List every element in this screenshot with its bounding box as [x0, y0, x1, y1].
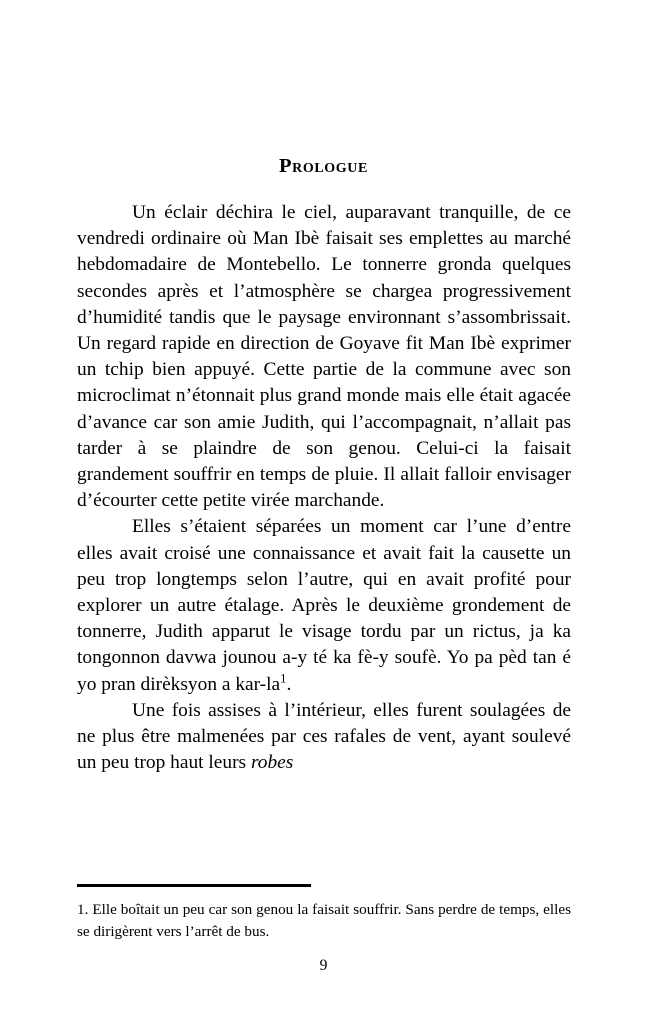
paragraph-3	[77, 698, 571, 777]
paragraph-2-tail: .	[286, 673, 292, 695]
chapter-title: Prologue	[279, 154, 368, 177]
paragraph-3-italic-word: robes	[250, 752, 294, 774]
paragraph-2-text: Elles s’étaient séparées un moment car l’une d’entre elles avait croisé une connaissance et avait fait la causette un peu trop longtemps selon l’autre, qui en avait profité pour explorer un autre étalage. Après le deuxième grondement de tonnerre, Judith apparut le visage tordu par un rictus, ja ka tongonnon davwa jounou a-y té ka fè-y soufè. Yo pa pèd tan é yo pran dirèksyon a kar-la	[77, 516, 571, 695]
footnote-area	[77, 884, 571, 943]
footnote-reference-1[interactable]: 1	[280, 671, 287, 686]
paragraph-1: Un éclair déchira le ciel, auparavant tranquille, de ce vendredi ordinaire où Man Ibè faisait ses emplettes au marché hebdomadaire de Montebello. Le tonnerre gronda quelques secondes après et l’atmosphère se chargea progressivement d’humidité tandis que le paysage environnant s’assombrissait. Un regard rapide en direction de Goyave fit Man Ibè exprimer un tchip bien appuyé. Cette partie de la commune avec son microclimat n’étonnait plus grand monde mais elle était agacée d’avance car son amie Judith, qui l’accompagnait, n’allait pas tarder à se plaindre de son genou. Celui-ci la faisait grandement souffrir en temps de pluie. Il allait falloir envisager d’écourter cette petite virée marchande.	[77, 202, 571, 512]
footnote-1: 1. Elle boîtait un peu car son genou la faisait souffrir. Sans perdre de temps, elles se dirigèrent vers l’arrêt de bus.	[77, 901, 571, 940]
footnote-separator-rule	[77, 884, 311, 887]
paragraph-2	[77, 514, 571, 697]
page-number: 9	[319, 957, 328, 974]
paragraph-3-text: Une fois assises à l’intérieur, elles furent soulagées de ne plus être malmenées par ces rafales de vent, ayant soulevé un peu trop haut leurs	[77, 699, 571, 774]
body-text-block	[77, 200, 571, 776]
